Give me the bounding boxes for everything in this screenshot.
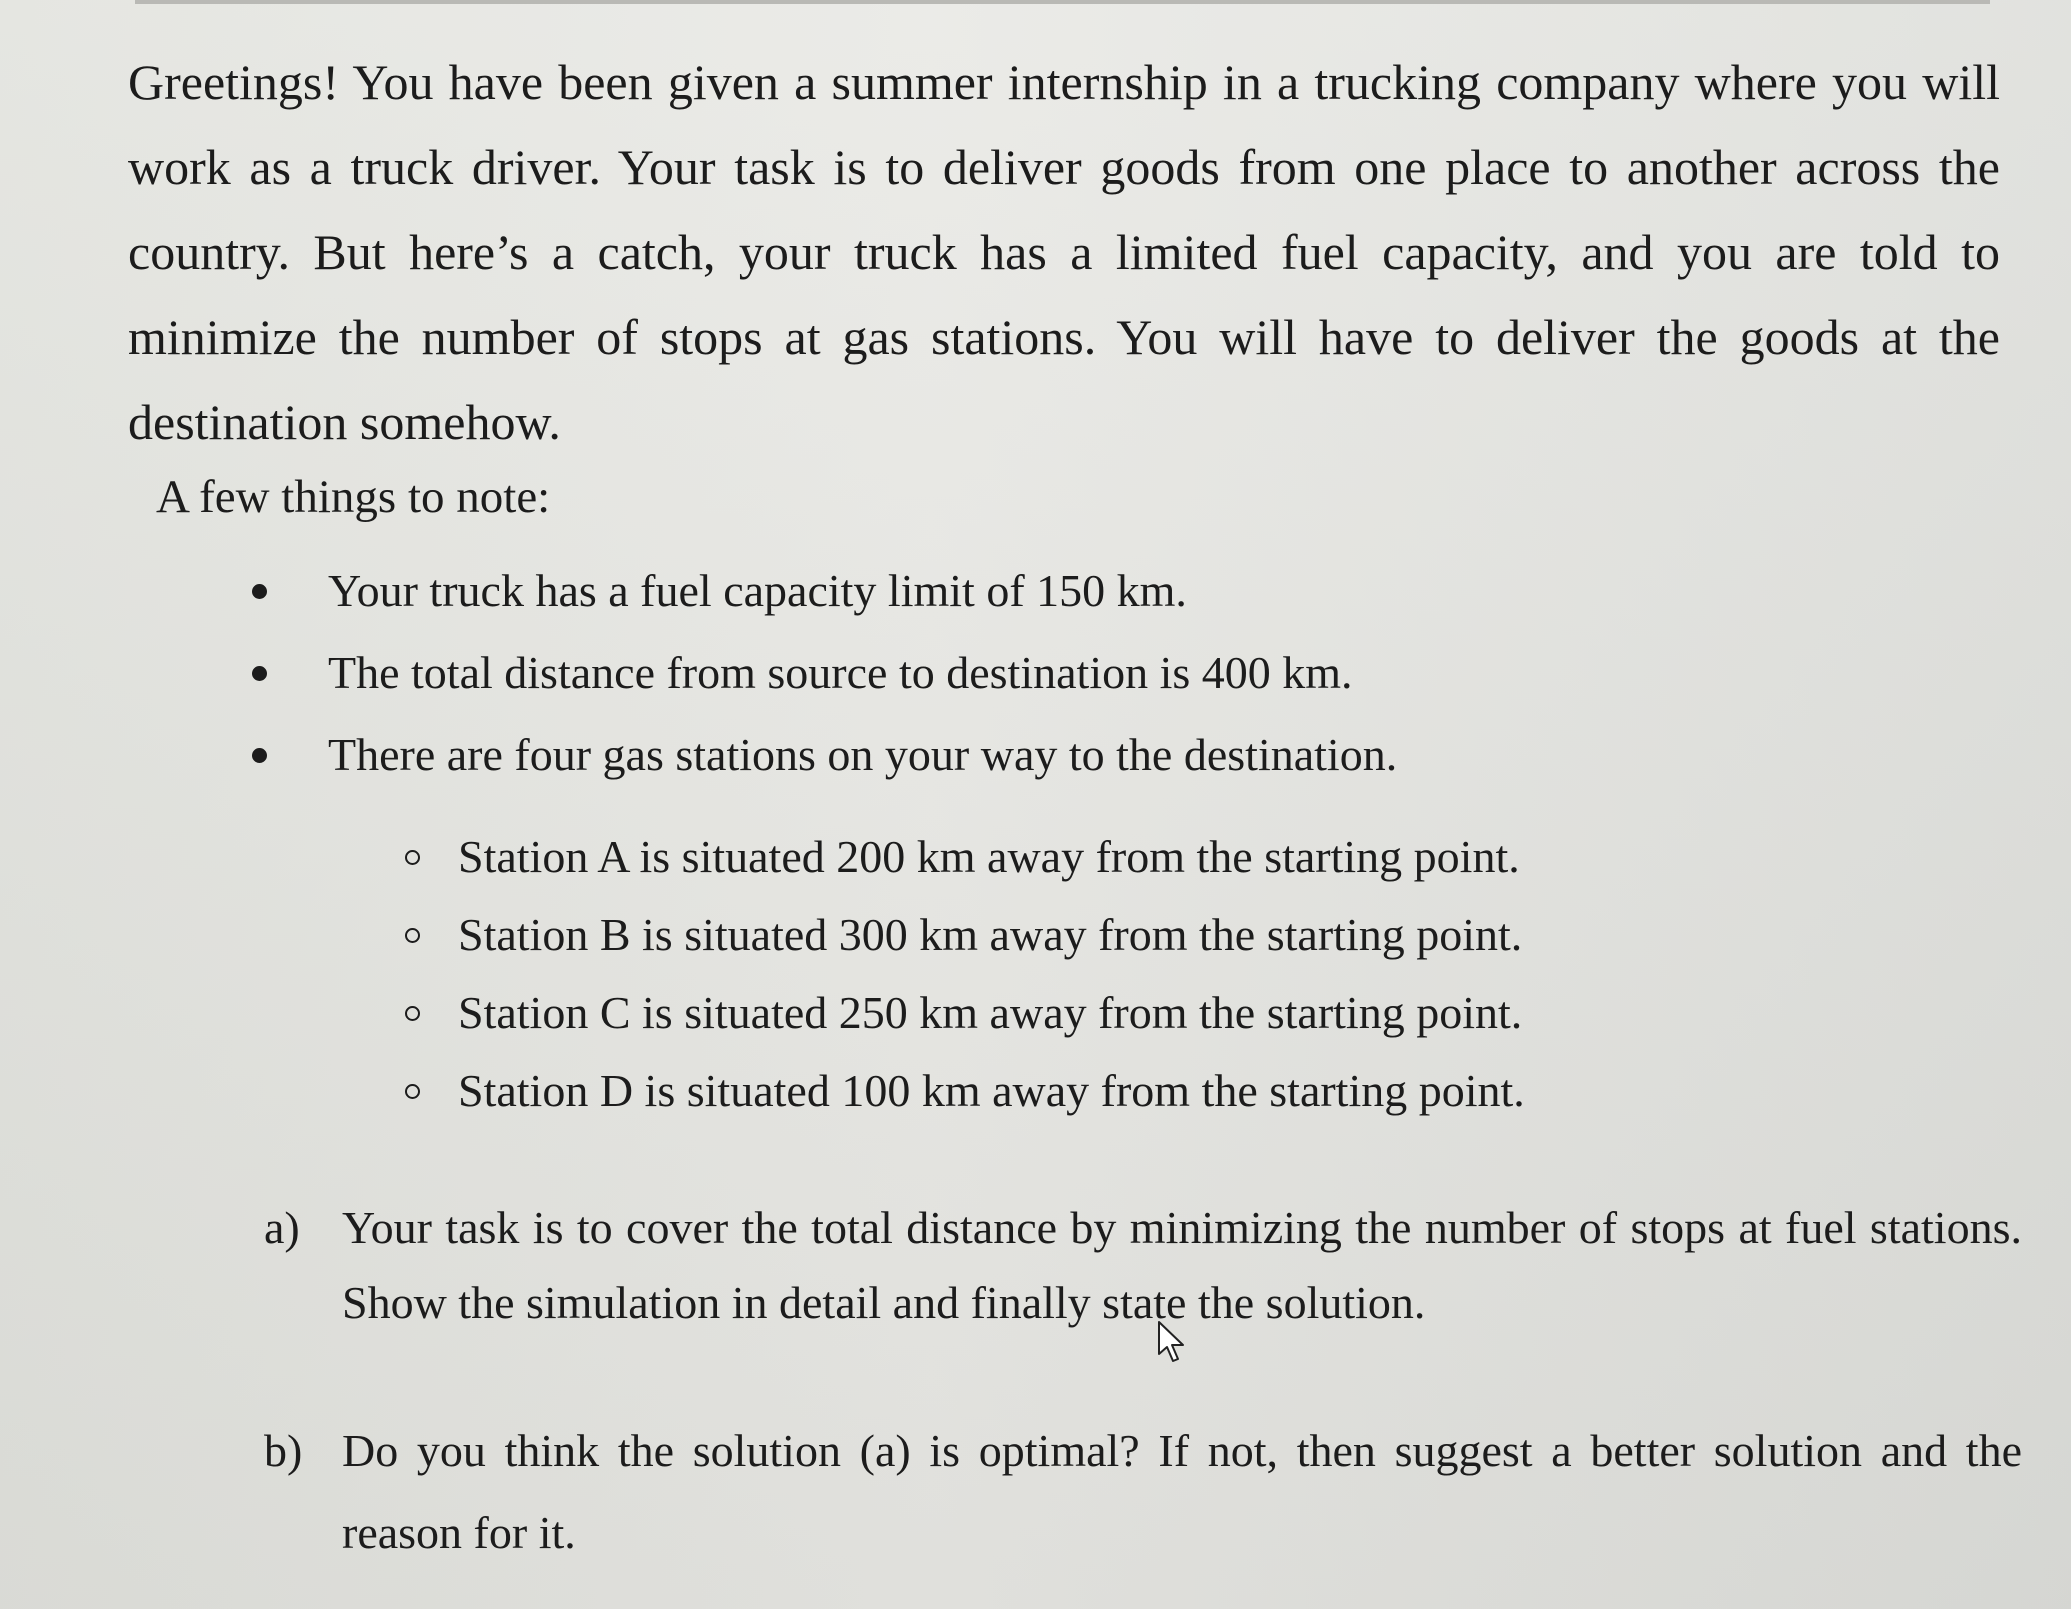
station-item (393, 974, 1525, 1052)
note-text: Your truck has a fuel capacity limit of 150 km. (328, 565, 1187, 616)
hollow-circle-bullet-icon (405, 928, 420, 943)
station-text: Station A is situated 200 km away from the starting point. (458, 831, 1520, 882)
note-item (238, 632, 1397, 714)
filled-circle-bullet-icon (252, 584, 267, 599)
filled-circle-bullet-icon (252, 748, 267, 763)
document-page (128, 40, 2022, 1600)
station-item (393, 1052, 1525, 1130)
station-text: Station D is situated 100 km away from the starting point. (458, 1065, 1525, 1116)
task-marker: a) (264, 1202, 300, 1253)
top-border (135, 0, 1990, 4)
station-item (393, 818, 1525, 896)
stations-list (393, 818, 1525, 1130)
task-text: Do you think the solution (a) is optimal? If not, then suggest a better solution and the reason for it. (342, 1425, 2022, 1558)
mouse-pointer-icon (1157, 1320, 1189, 1364)
note-item (238, 550, 1397, 632)
note-text: The total distance from source to destination is 400 km. (328, 647, 1353, 698)
note-text: There are four gas stations on your way to the destination. (328, 729, 1398, 780)
task-list (264, 1190, 2071, 1574)
task-marker: b) (264, 1425, 303, 1476)
hollow-circle-bullet-icon (405, 850, 420, 865)
task-text: Your task is to cover the total distance by minimizing the number of stops at fuel stations. Show the simulation in detail and finally state the solution. (342, 1202, 2022, 1328)
station-item (393, 896, 1525, 974)
note-item (238, 714, 1397, 796)
hollow-circle-bullet-icon (405, 1084, 420, 1099)
task-item-a (264, 1190, 2022, 1340)
station-text: Station B is situated 300 km away from the starting point. (458, 909, 1523, 960)
hollow-circle-bullet-icon (405, 1006, 420, 1021)
filled-circle-bullet-icon (252, 666, 267, 681)
notes-list (238, 550, 1397, 796)
task-item-b (264, 1410, 2022, 1574)
station-text: Station C is situated 250 km away from the starting point. (458, 987, 1523, 1038)
intro-paragraph: Greetings! You have been given a summer internship in a trucking company where you will work as a truck driver. Your task is to deliver goods from one place to another across the country. But here’s a catch, your truck has a limited fuel capacity, and you are told to minimize the number of stops at gas stations. You will have to deliver the goods at the destination somehow. (128, 54, 2000, 450)
notes-heading: A few things to note: (156, 471, 551, 523)
